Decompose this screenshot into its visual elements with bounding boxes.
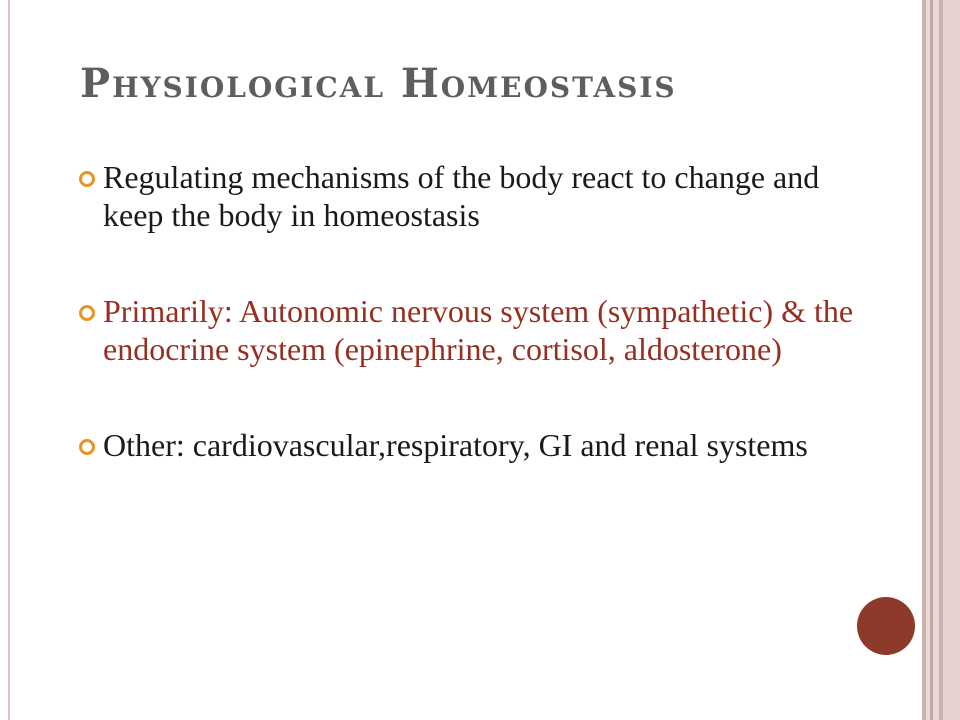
accent-circle (857, 597, 915, 655)
left-frame-line (8, 0, 10, 720)
bullet-item (76, 158, 876, 234)
bullet-text: Primarily: Autonomic nervous system (sympathetic) & the endocrine system (epinephrine, cortisol, aldosterone) (103, 293, 854, 367)
right-decor-stripe (943, 0, 960, 720)
bullet-list (76, 158, 876, 464)
ring-bullet-icon (79, 439, 95, 455)
ring-bullet-icon (79, 305, 95, 321)
slide-title: Physiological Homeostasis (80, 60, 677, 107)
bullet-item (76, 426, 876, 464)
bullet-text: Other: cardiovascular,respiratory, GI and renal systems (103, 427, 808, 463)
bullet-item (76, 292, 876, 368)
bullet-text: Regulating mechanisms of the body react to change and keep the body in homeostasis (103, 159, 820, 233)
ring-bullet-icon (79, 171, 95, 187)
